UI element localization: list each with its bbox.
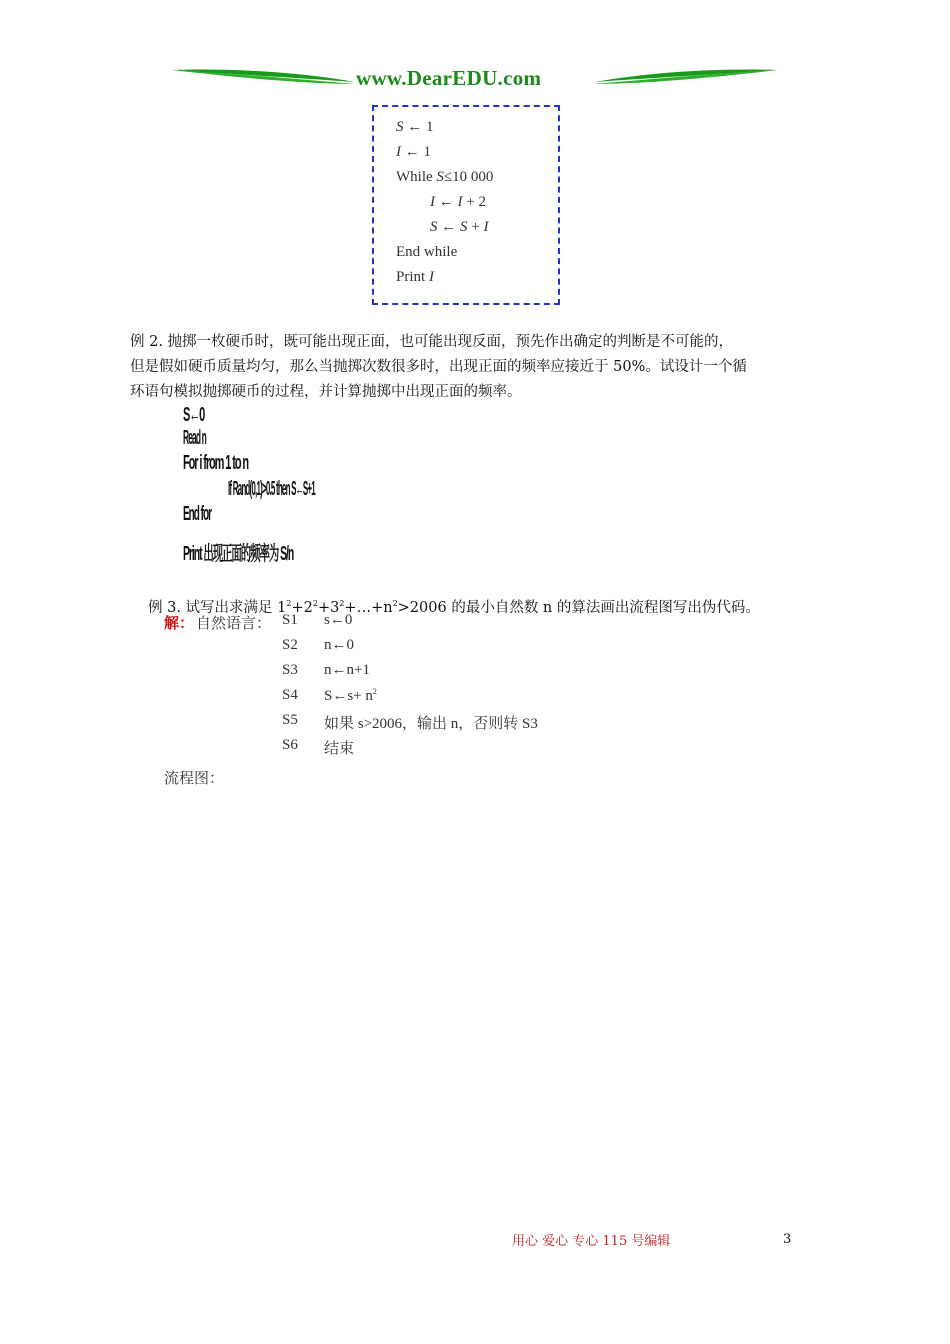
step-action-text: S←s+ n [324, 688, 373, 704]
example2-line1: 例 2. 抛掷一枚硬币时，既可能出现正面，也可能出现反面，预先作出确定的判断是不可能的， [130, 334, 734, 350]
example3-term: >2006 的最小自然数 n 的算法画出流程图写出伪代码。 [397, 599, 760, 616]
step-id: S4 [282, 687, 298, 703]
code-line: S ← 1 [396, 119, 434, 135]
code-box [372, 105, 560, 305]
sup-2: 2 [372, 687, 377, 696]
example3-term: +3 [317, 599, 340, 616]
step-action [324, 687, 377, 705]
code-line: While S≤10 000 [396, 169, 494, 185]
solution-steps [0, 612, 950, 772]
pseudo-line-4: If Rand(0,1)>0.5 then S←S+1 [228, 478, 315, 500]
footer-text: 用心 爱心 专心 115 号编辑 [512, 1234, 671, 1249]
example3-term: +2 [291, 599, 313, 616]
pseudo-line-2: Read n [183, 427, 206, 449]
step-id: S3 [282, 662, 298, 678]
step-action: n←n+1 [324, 662, 370, 678]
pseudo-line-6: Print 出现正面的频率为 S/n [183, 543, 294, 565]
example2-line3: 环语句模拟抛掷硬币的过程，并计算抛掷中出现正面的频率。 [130, 384, 522, 400]
step-id: S6 [282, 737, 298, 753]
code-line: End while [396, 244, 458, 260]
pseudo-line-1: S←0 [183, 404, 205, 426]
code-line: I ← 1 [396, 144, 431, 160]
solution-intro: 自然语言： [196, 616, 272, 632]
step-id: S2 [282, 637, 298, 653]
step-action: s←0 [324, 612, 353, 628]
sup-2: 2 [392, 599, 398, 608]
sup-2: 2 [312, 599, 318, 608]
example3-prefix: 例 3. 试写出求满足 1 [148, 599, 287, 616]
sup-2: 2 [339, 599, 345, 608]
step-action: 结束 [324, 741, 355, 757]
pseudo-line-5: End for [183, 503, 211, 525]
example2-line2: 但是假如硬币质量均匀，那么当抛掷次数很多时，出现正面的频率应接近于 50%。试设计一个循 [130, 359, 747, 375]
step-action: 如果 s>2006，输出 n，否则转 S3 [324, 716, 538, 732]
pseudo-line-3: For i from 1 to n [183, 452, 249, 474]
site-url: www.DearEDU.com [356, 66, 542, 90]
header-logo [170, 62, 780, 94]
sup-2: 2 [286, 599, 292, 608]
solution-label: 解： [164, 616, 195, 632]
step-id: S5 [282, 712, 298, 728]
code-line: Print I [396, 269, 434, 285]
code-line: S ← S + I [430, 219, 489, 235]
flowchart-label: 流程图： [164, 771, 225, 787]
page-number: 3 [783, 1232, 792, 1247]
example3-term: +…+n [344, 599, 393, 616]
code-line: I ← I + 2 [430, 194, 486, 210]
step-action: n←0 [324, 637, 354, 653]
step-id: S1 [282, 612, 298, 628]
